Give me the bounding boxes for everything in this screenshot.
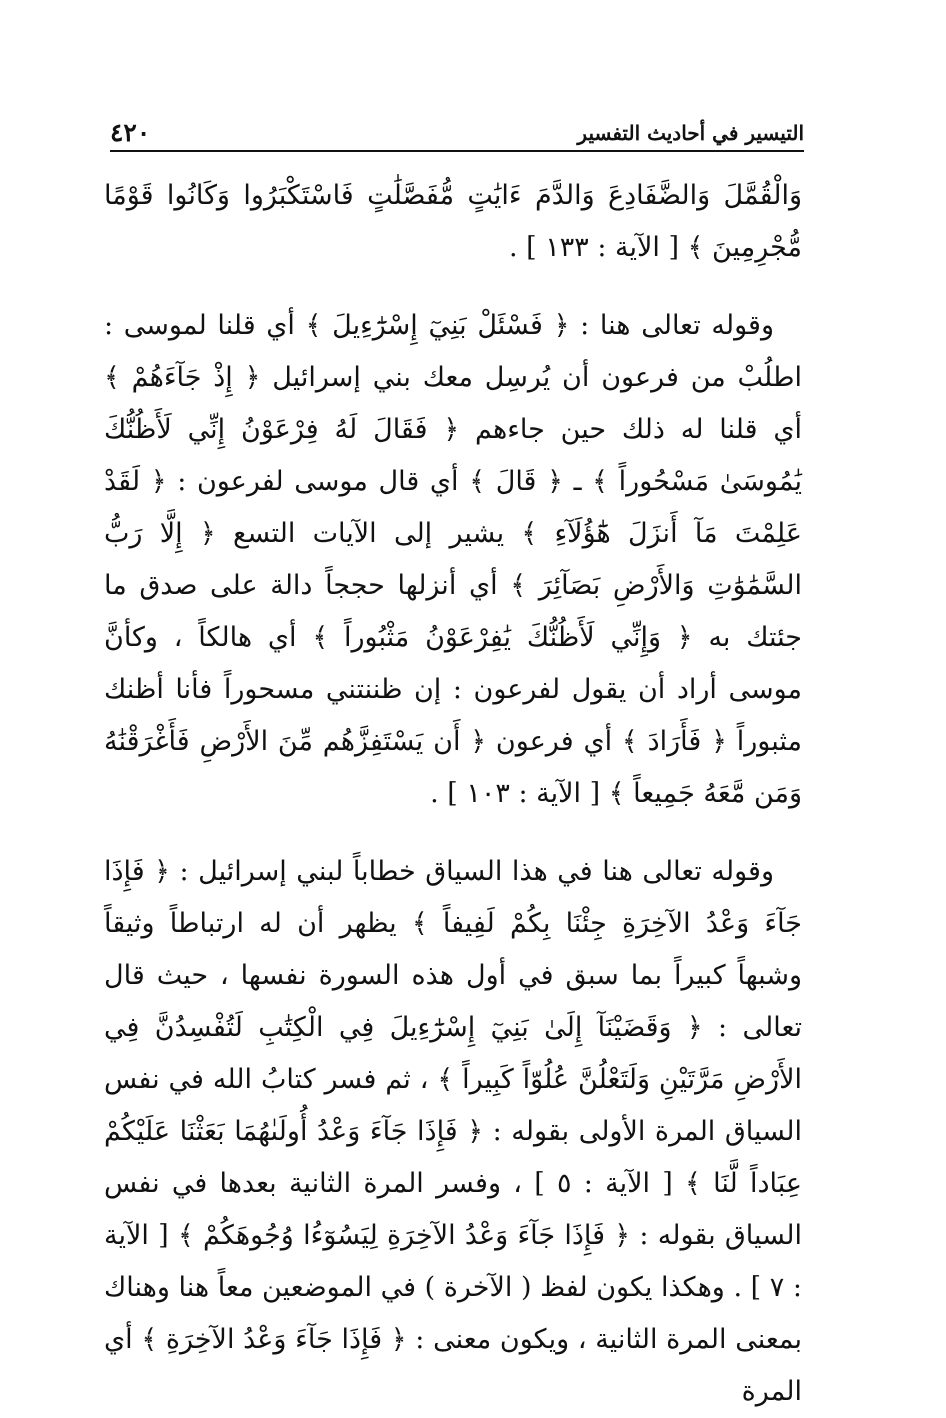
running-title: التيسير في أحاديث التفسير	[577, 121, 804, 145]
paragraph-text: وقوله تعالى هنا في هذا السياق خطاباً لبني إسرائيل : ﴿ فَإِذَا جَآءَ وَعْدُ الآخِرَةِ جِئْنَا بِكُمْ لَفِيفاً ﴾ يظهر أن له ارتباطاً وثيقاً وشبهاً كبيراً بما سبق في أول هذه السورة نفسها ، حيث قال تعالى : ﴿ وَقَضَيْنَآ إِلَىٰ بَنِيٓ إِسْرَٰٓءِيلَ فِي الْكِتَٰبِ لَتُفْسِدُنَّ فِي الأَرْضِ مَرَّتَيْنِ وَلَتَعْلُنَّ عُلُوّاً كَبِيراً ﴾ ، ثم فسر كتابُ الله في نفس السياق المرة الأولى بقوله : ﴿ فَإِذَا جَآءَ وَعْدُ أُولَىٰهُمَا بَعَثْنَا عَلَيْكُمْ عِبَاداً لَّنَا ﴾ [ الآية : ٥ ] ، وفسر المرة الثانية بعدها في نفس السياق بقوله : ﴿ فَإِذَا جَآءَ وَعْدُ الآخِرَةِ لِيَسُوٓءُا وُجُوهَكُمْ ﴾ [ الآية : ٧ ] . وهكذا يكون لفظ ( الآخرة ) في الموضعين معاً هنا وهناك بمعنى المرة الثانية ، ويكون معنى : ﴿ فَإِذَا جَآءَ وَعْدُ الآخِرَةِ ﴾ أي المرة	[104, 856, 802, 1407]
paragraph-text: وقوله تعالى هنا : ﴿ فَسْئَلْ بَنِيٓ إِسْرَٰٓءِيلَ ﴾ أي قلنا لموسى : اطلُبْ من فرعون أن يُرسِل معك بني إسرائيل ﴿ إِذْ جَآءَهُمْ ﴾ أي قلنا له ذلك حين جاءهم ﴿ فَقَالَ لَهُ فِرْعَوْنُ إِنِّي لَأَظُنُّكَ يَٰمُوسَىٰ مَسْحُوراً ﴾ ـ ﴿ قَالَ ﴾ أي قال موسى لفرعون : ﴿ لَقَدْ عَلِمْتَ مَآ أَنزَلَ هَٰٓؤُلَآءِ ﴾ يشير إلى الآيات التسع ﴿ إِلَّا رَبُّ السَّمَٰوَٰتِ وَالأَرْضِ بَصَآئِرَ ﴾ أي أنزلها حججاً دالة على صدق ما جئتك به ﴿ وَإِنِّي لَأَظُنُّكَ يَٰفِرْعَوْنُ مَثْبُوراً ﴾ أي هالكاً ، وكأنَّ موسى أراد أن يقول لفرعون : إن ظننتني مسحوراً فأنا أظنك مثبوراً ﴿ فَأَرَادَ ﴾ أي فرعون ﴿ أَن يَسْتَفِزَّهُم مِّنَ الأَرْضِ فَأَغْرَقْنَٰهُ وَمَن مَّعَهُ جَمِيعاً ﴾ [ الآية : ١٠٣ ] .	[104, 310, 802, 809]
page-number: ٤٢٠	[110, 118, 151, 147]
paragraph	[104, 300, 802, 820]
paragraph	[104, 846, 802, 1418]
paragraph-continuation	[104, 170, 802, 274]
page-header	[110, 112, 804, 152]
body-text	[104, 170, 802, 1418]
paragraph-text: وَالْقُمَّلَ وَالضَّفَادِعَ وَالدَّمَ ءَايَٰتٍ مُّفَصَّلَٰتٍ فَاسْتَكْبَرُوا وَكَانُوا قَوْمًا مُّجْرِمِينَ ﴾ [ الآية : ١٣٣ ] .	[104, 180, 802, 263]
